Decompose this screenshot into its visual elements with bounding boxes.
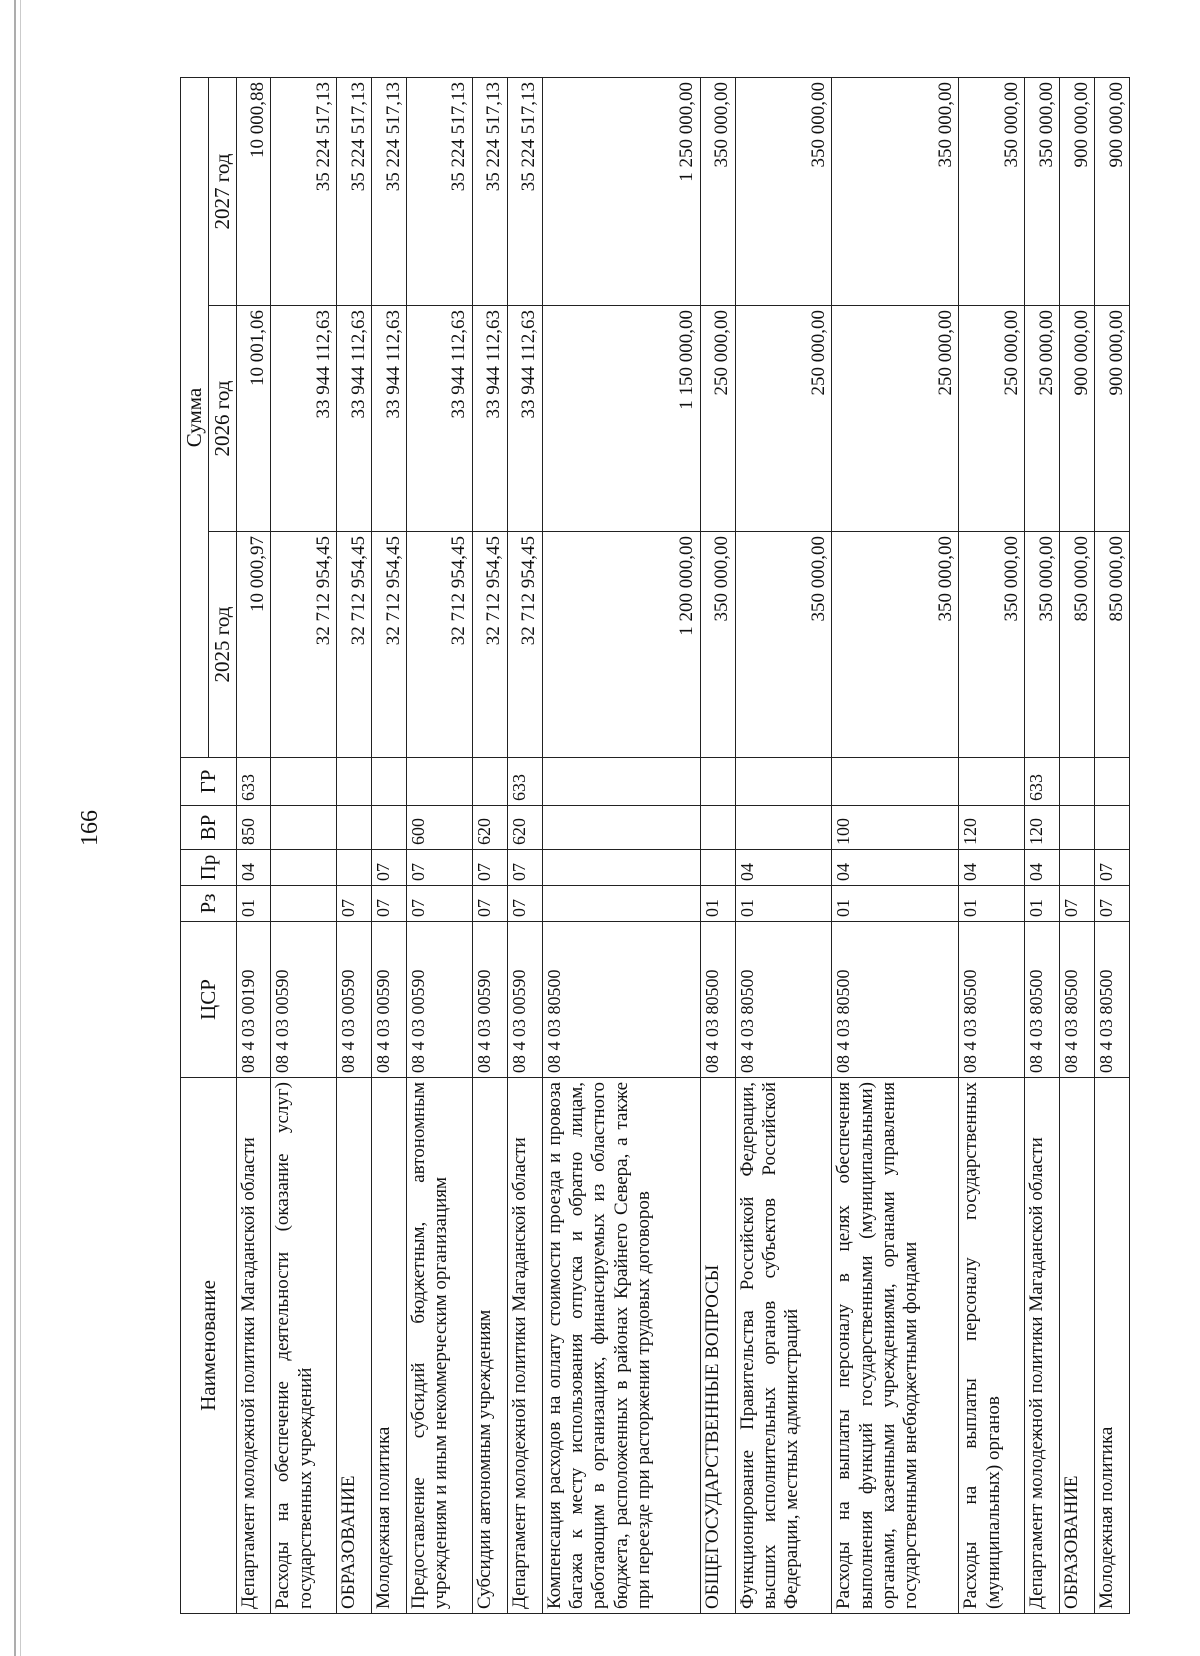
row-amount-2027: 35 224 517,13 (407, 77, 473, 305)
row-gr (472, 758, 507, 806)
row-amount-2026: 250 000,00 (832, 306, 959, 532)
row-gr (542, 758, 700, 806)
row-amount-2026: 250 000,00 (700, 306, 735, 532)
row-name: Расходы на обеспечение деятельности (оказание услуг) государственных учреждений (271, 1078, 337, 1614)
row-vr: 600 (407, 806, 473, 850)
row-pr: 07 (372, 850, 407, 886)
row-amount-2026: 250 000,00 (735, 306, 832, 532)
row-rz: 01 (236, 886, 271, 922)
row-pr: 04 (735, 850, 832, 886)
header-sum: Сумма (181, 77, 209, 757)
table-body (236, 77, 1129, 1613)
row-gr (735, 758, 832, 806)
row-amount-2025: 350 000,00 (832, 532, 959, 758)
row-gr: 633 (1025, 758, 1060, 806)
row-pr: 04 (959, 850, 1025, 886)
row-csr: 08 4 03 80500 (700, 922, 735, 1078)
budget-table (180, 77, 1130, 1614)
header-name: Наименование (181, 1078, 237, 1614)
header-rz: Рз (181, 886, 237, 922)
row-amount-2026: 33 944 112,63 (407, 306, 473, 532)
row-amount-2027: 350 000,00 (735, 77, 832, 305)
header-vr: ВР (181, 806, 237, 850)
row-amount-2025: 350 000,00 (735, 532, 832, 758)
row-gr (1060, 758, 1095, 806)
row-pr (700, 850, 735, 886)
table-row (959, 77, 1025, 1613)
row-csr: 08 4 03 00590 (372, 922, 407, 1078)
row-vr: 620 (472, 806, 507, 850)
row-name: Компенсация расходов на оплату стоимости проезда и провоза багажа к месту использования отпуска и обратно лицам, работающим в организациях, финансируемых из областного бюджета, расположенных в районах Крайнего Севера, а также при переезде при расторжении трудовых договоров (542, 1078, 700, 1614)
row-gr (959, 758, 1025, 806)
row-amount-2025: 10 000,97 (236, 532, 271, 758)
row-amount-2027: 350 000,00 (832, 77, 959, 305)
row-vr (372, 806, 407, 850)
row-amount-2025: 350 000,00 (700, 532, 735, 758)
row-amount-2025: 32 712 954,45 (407, 532, 473, 758)
row-amount-2027: 350 000,00 (700, 77, 735, 305)
table-row (735, 77, 832, 1613)
row-pr: 04 (1025, 850, 1060, 886)
row-name: Молодежная политика (372, 1078, 407, 1614)
row-rz (271, 886, 337, 922)
row-amount-2025: 32 712 954,45 (372, 532, 407, 758)
row-amount-2027: 35 224 517,13 (372, 77, 407, 305)
row-gr (271, 758, 337, 806)
row-pr: 07 (407, 850, 473, 886)
row-vr: 100 (832, 806, 959, 850)
row-csr: 08 4 03 80500 (735, 922, 832, 1078)
row-gr: 633 (507, 758, 542, 806)
row-pr: 07 (1095, 850, 1130, 886)
row-amount-2026: 1 150 000,00 (542, 306, 700, 532)
row-amount-2026: 250 000,00 (1025, 306, 1060, 532)
row-vr (271, 806, 337, 850)
row-csr: 08 4 03 00590 (507, 922, 542, 1078)
row-name: Расходы на выплаты персоналу государственных (муниципальных) органов (959, 1078, 1025, 1614)
row-amount-2025: 850 000,00 (1095, 532, 1130, 758)
row-amount-2026: 33 944 112,63 (507, 306, 542, 532)
row-amount-2026: 33 944 112,63 (472, 306, 507, 532)
row-vr (1060, 806, 1095, 850)
row-rz: 07 (1060, 886, 1095, 922)
row-name: Расходы на выплаты персоналу в целях обеспечения выполнения функций государственными (муниципальными) органами, казенными учреждениями, органами управления государственными внебюджетными фондами (832, 1078, 959, 1614)
row-vr (700, 806, 735, 850)
row-gr (407, 758, 473, 806)
row-amount-2027: 10 000,88 (236, 77, 271, 305)
row-rz: 01 (1025, 886, 1060, 922)
row-amount-2026: 10 001,06 (236, 306, 271, 532)
row-name: Предоставление субсидий бюджетным, автономным учреждениям и иным некоммерческим организациям (407, 1078, 473, 1614)
row-amount-2026: 33 944 112,63 (372, 306, 407, 532)
row-amount-2025: 32 712 954,45 (507, 532, 542, 758)
row-amount-2025: 32 712 954,45 (337, 532, 372, 758)
table-row (832, 77, 959, 1613)
header-2027: 2027 год (208, 77, 236, 305)
row-amount-2027: 35 224 517,13 (507, 77, 542, 305)
row-amount-2027: 350 000,00 (1025, 77, 1060, 305)
row-csr: 08 4 03 00590 (271, 922, 337, 1078)
row-amount-2025: 1 200 000,00 (542, 532, 700, 758)
row-amount-2025: 32 712 954,45 (472, 532, 507, 758)
row-vr (337, 806, 372, 850)
header-2025: 2025 год (208, 532, 236, 758)
table-row (542, 77, 700, 1613)
row-pr: 07 (507, 850, 542, 886)
row-pr: 04 (832, 850, 959, 886)
row-rz: 01 (959, 886, 1025, 922)
row-name: Департамент молодежной политики Магаданской области (1025, 1078, 1060, 1614)
row-gr: 633 (236, 758, 271, 806)
header-gr: ГР (181, 758, 237, 806)
row-amount-2026: 900 000,00 (1095, 306, 1130, 532)
row-rz: 07 (472, 886, 507, 922)
page-number: 166 (77, 810, 103, 846)
row-rz: 07 (1095, 886, 1130, 922)
row-rz: 07 (407, 886, 473, 922)
row-pr: 07 (472, 850, 507, 886)
table-row (1025, 77, 1060, 1613)
header-2026: 2026 год (208, 306, 236, 532)
row-csr: 08 4 03 80500 (1025, 922, 1060, 1078)
row-csr: 08 4 03 80500 (542, 922, 700, 1078)
table-row (472, 77, 507, 1613)
row-vr (735, 806, 832, 850)
row-csr: 08 4 03 00190 (236, 922, 271, 1078)
row-name: ОБРАЗОВАНИЕ (1060, 1078, 1095, 1614)
row-name: ОБЩЕГОСУДАРСТВЕННЫЕ ВОПРОСЫ (700, 1078, 735, 1614)
row-rz: 01 (832, 886, 959, 922)
row-gr (337, 758, 372, 806)
table-row (1060, 77, 1095, 1613)
row-csr: 08 4 03 80500 (1095, 922, 1130, 1078)
row-rz: 07 (372, 886, 407, 922)
row-name: Департамент молодежной политики Магаданской области (507, 1078, 542, 1614)
row-name: Департамент молодежной политики Магаданской области (236, 1078, 271, 1614)
row-csr: 08 4 03 00590 (337, 922, 372, 1078)
row-amount-2025: 350 000,00 (959, 532, 1025, 758)
row-name: ОБРАЗОВАНИЕ (337, 1078, 372, 1614)
row-vr: 850 (236, 806, 271, 850)
row-gr (700, 758, 735, 806)
row-amount-2027: 350 000,00 (959, 77, 1025, 305)
row-amount-2026: 33 944 112,63 (337, 306, 372, 532)
row-csr: 08 4 03 80500 (832, 922, 959, 1078)
row-rz: 07 (507, 886, 542, 922)
table-row (236, 77, 271, 1613)
row-csr: 08 4 03 00590 (407, 922, 473, 1078)
row-amount-2026: 33 944 112,63 (271, 306, 337, 532)
row-amount-2025: 350 000,00 (1025, 532, 1060, 758)
row-gr (372, 758, 407, 806)
row-rz: 01 (735, 886, 832, 922)
row-rz: 01 (700, 886, 735, 922)
row-vr: 620 (507, 806, 542, 850)
header-csr: ЦСР (181, 922, 237, 1078)
row-pr (271, 850, 337, 886)
row-name: Субсидии автономным учреждениям (472, 1078, 507, 1614)
row-pr (337, 850, 372, 886)
row-amount-2027: 1 250 000,00 (542, 77, 700, 305)
row-amount-2027: 35 224 517,13 (472, 77, 507, 305)
row-name: Молодежная политика (1095, 1078, 1130, 1614)
row-rz (542, 886, 700, 922)
table-row (337, 77, 372, 1613)
row-csr: 08 4 03 80500 (959, 922, 1025, 1078)
header-row (181, 77, 209, 1613)
row-rz: 07 (337, 886, 372, 922)
row-vr: 120 (1025, 806, 1060, 850)
row-pr (542, 850, 700, 886)
row-gr (1095, 758, 1130, 806)
table-row (407, 77, 473, 1613)
row-vr: 120 (959, 806, 1025, 850)
row-vr (542, 806, 700, 850)
row-amount-2025: 850 000,00 (1060, 532, 1095, 758)
scan-edge-line (14, 0, 16, 1656)
table-row (507, 77, 542, 1613)
row-amount-2026: 250 000,00 (959, 306, 1025, 532)
row-name: Функционирование Правительства Российской Федерации, высших исполнительных органов субъектов Российской Федерации, местных администраций (735, 1078, 832, 1614)
row-amount-2026: 900 000,00 (1060, 306, 1095, 532)
table-row (1095, 77, 1130, 1613)
header-pr: Пр (181, 850, 237, 886)
table-row (700, 77, 735, 1613)
row-pr: 04 (236, 850, 271, 886)
row-gr (832, 758, 959, 806)
row-amount-2027: 900 000,00 (1060, 77, 1095, 305)
row-amount-2027: 35 224 517,13 (271, 77, 337, 305)
row-amount-2027: 35 224 517,13 (337, 77, 372, 305)
rotated-page-content (180, 78, 1130, 1614)
row-amount-2027: 900 000,00 (1095, 77, 1130, 305)
table-row (372, 77, 407, 1613)
row-pr (1060, 850, 1095, 886)
table-row (271, 77, 337, 1613)
row-csr: 08 4 03 80500 (1060, 922, 1095, 1078)
scan-edge-line (20, 0, 21, 1656)
row-vr (1095, 806, 1130, 850)
row-amount-2025: 32 712 954,45 (271, 532, 337, 758)
row-csr: 08 4 03 00590 (472, 922, 507, 1078)
